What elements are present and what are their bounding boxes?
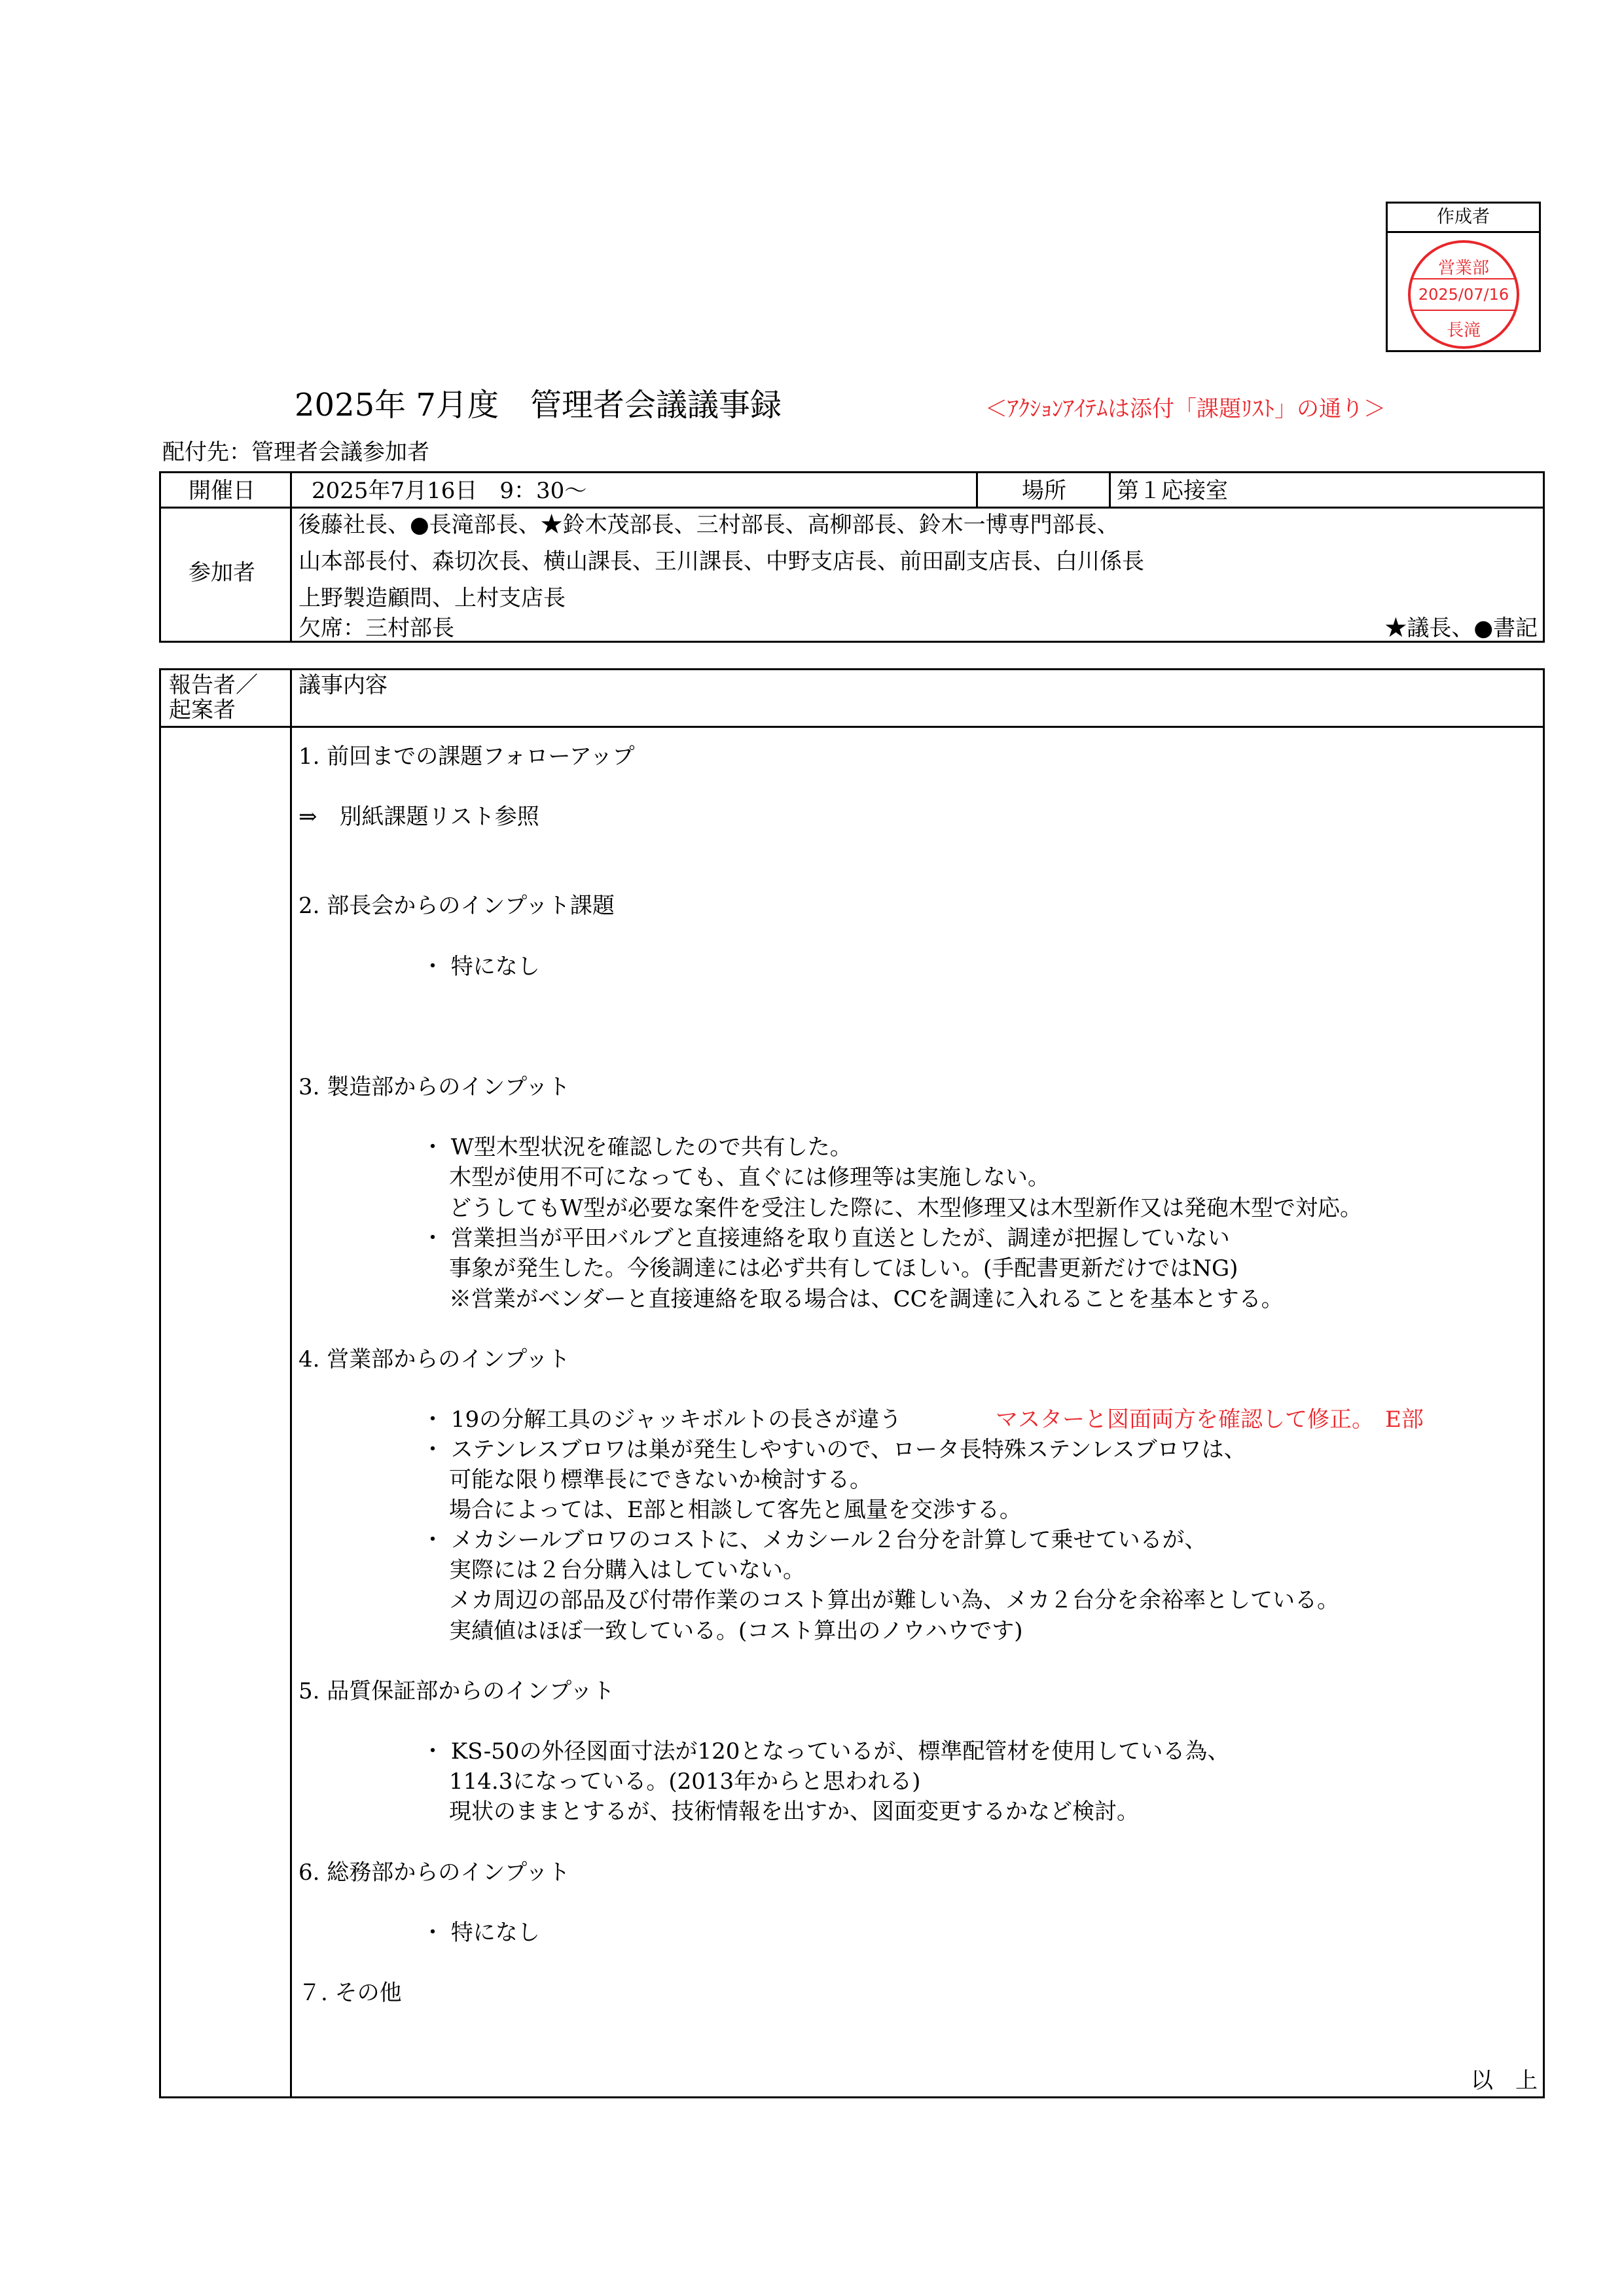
meeting-info-table [159,471,1545,643]
section-3-title: 3. 製造部からのインプット [298,1074,570,1100]
minutes-table [159,668,1545,2098]
section-1-line: ⇒ 別紙課題リスト参照 [298,804,539,830]
section-5-line-1: ・ KS-50の外径図面寸法が120となっているが、標準配管材を使用している為、 [422,1738,1230,1765]
place-label: 場所 [1022,478,1066,504]
section-4-line-4: 場合によっては、E部と相談して客先と風量を交渉する。 [449,1497,1022,1523]
distribution-list: 配付先：管理者会議参加者 [162,439,429,465]
reporter-header: 報告者／ [169,672,258,698]
attendees-line-1: 後藤社長、●長滝部長、★鈴木茂部長、三村部長、高柳部長、鈴木一博専門部長、 [298,512,1119,538]
section-2-line: ・ 特になし [422,954,540,980]
place-value: 第１応接室 [1117,478,1228,504]
section-6-line: ・ 特になし [422,1920,540,1946]
seal-name: 長滝 [1446,321,1481,340]
section-4-line-7: メカ周辺の部品及び付帯作業のコスト算出が難しい為、メカ２台分を余裕率としている。 [449,1587,1339,1613]
content-header: 議事内容 [298,672,388,698]
section-3-line-6: ※営業がベンダーと直接連絡を取る場合は、CCを調達に入れることを基本とする。 [449,1286,1284,1312]
seal-department: 営業部 [1437,259,1489,278]
approval-seal [1408,240,1519,349]
section-4-line-6: 実際には２台分購入はしていない。 [449,1557,805,1583]
section-5-line-3: 現状のままとするが、技術情報を出すか、図面変更するかなど検討。 [449,1799,1139,1825]
absent-line: 欠席：三村部長 [298,615,454,641]
section-4-line-3: 可能な限り標準長にできないか検討する。 [449,1467,872,1493]
section-4-line-8: 実績値はほぼ一致している。(コスト算出のノウハウです) [449,1618,1023,1644]
section-3-line-4: ・ 営業担当が平田バルブと直接連絡を取り直送としたが、調達が把握していない [422,1225,1230,1251]
section-3-line-2: 木型が使用不可になっても、直ぐには修理等は実施しない。 [449,1164,1050,1191]
section-4-line-2: ・ ステンレスブロワは巣が発生しやすいので、ロータ長特殊ステンレスブロワは、 [422,1437,1246,1463]
stamp-header: 作成者 [1388,204,1539,233]
section-1-title: 1. 前回までの課題フォローアップ [298,744,635,770]
reporter-header-2: 起案者 [169,697,236,723]
action-item-note: ＜ｱｸｼｮﾝｱｲﾃﾑは添付「課題ﾘｽﾄ」の通り＞ [985,396,1386,422]
section-6-title: 6. 総務部からのインプット [298,1859,570,1886]
document-title: 2025年 7月度 管理者会議議事録 [295,387,782,423]
section-7-title: ７. その他 [298,1980,402,2006]
section-4-action-item: マスターと図面両方を確認して修正。 E部 [996,1407,1424,1433]
seal-date: 2025/07/16 [1418,285,1509,304]
author-stamp-box [1386,202,1541,352]
section-4-title: 4. 営業部からのインプット [298,1346,570,1372]
section-4-line-1: ・ 19の分解工具のジャッキボルトの長さが違う [422,1407,902,1433]
closing-mark: 以 上 [1471,2068,1538,2094]
section-2-title: 2. 部長会からのインプット課題 [298,893,615,919]
date-value: 2025年7月16日 9：30～ [312,478,587,504]
role-legend: ★議長、●書記 [1384,615,1538,641]
section-4-line-5: ・ メカシールブロワのコストに、メカシール２台分を計算して乗せているが、 [422,1527,1207,1553]
date-label: 開催日 [189,478,255,504]
section-3-line-3: どうしてもW型が必要な案件を受注した際に、木型修理又は木型新作又は発砲木型で対応。 [449,1195,1362,1221]
section-3-line-5: 事象が発生した。今後調達には必ず共有してほしい。(手配書更新だけではNG) [449,1255,1238,1282]
attendees-label: 参加者 [189,560,255,586]
section-5-title: 5. 品質保証部からのインプット [298,1678,615,1704]
attendees-line-2: 山本部長付、森切次長、横山課長、王川課長、中野支店長、前田副支店長、白川係長 [298,548,1144,575]
section-3-line-1: ・ W型木型状況を確認したので共有した。 [422,1134,852,1160]
section-5-line-2: 114.3になっている。(2013年からと思われる) [449,1768,921,1795]
attendees-line-3: 上野製造顧問、上村支店長 [298,585,566,611]
